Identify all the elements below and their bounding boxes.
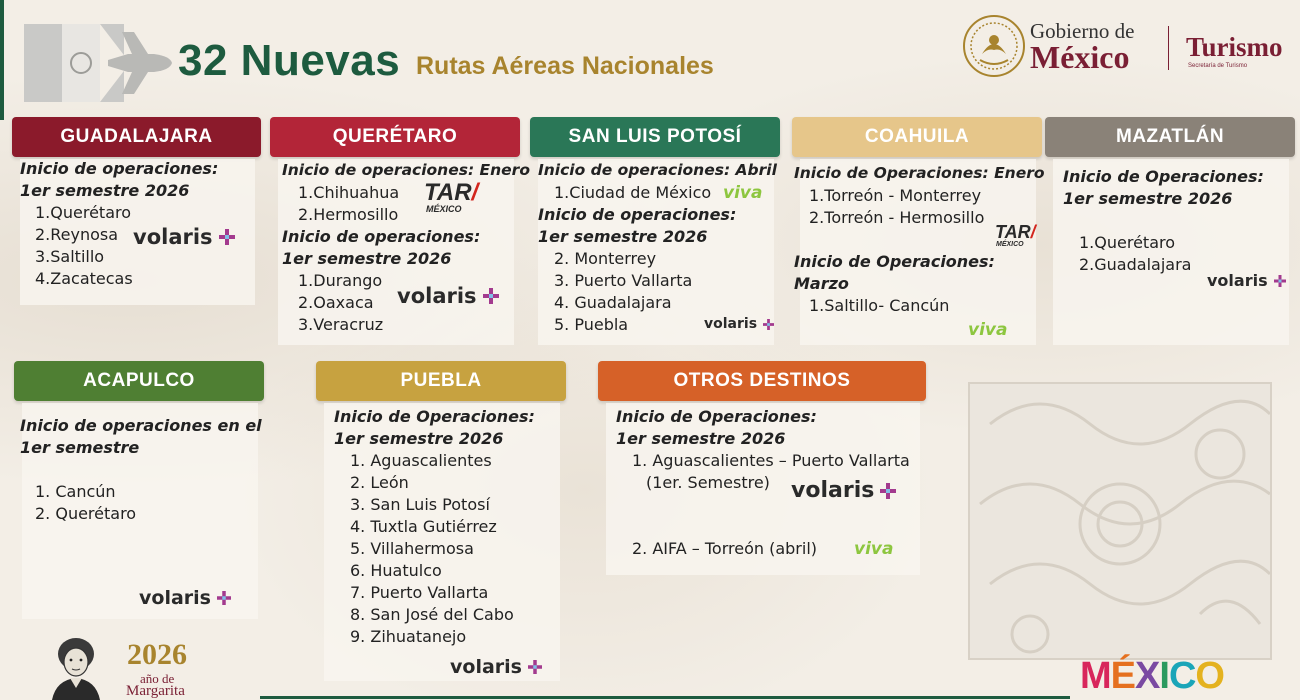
viva-wordmark: viva xyxy=(968,320,1008,340)
ops-label: Inicio de operaciones en el xyxy=(20,416,262,435)
mexico-logo-letter: É xyxy=(1110,655,1136,697)
volaris-wordmark: volaris xyxy=(450,656,522,678)
decorative-pattern-box xyxy=(968,382,1272,660)
ops-label: 1er semestre 2026 xyxy=(616,429,786,448)
header-divider xyxy=(1168,26,1169,70)
ops-label: 1er semestre 2026 xyxy=(334,429,504,448)
route-item: 3. San Luis Potosí xyxy=(350,495,490,514)
volaris-logo xyxy=(450,656,542,678)
ops-label: 1er semestre 2026 xyxy=(1063,189,1233,208)
footer-line xyxy=(260,696,1070,699)
route-item: 2.Hermosillo xyxy=(298,205,399,224)
panel-header-acapulco: ACAPULCO xyxy=(14,361,264,401)
route-item: 1. Cancún xyxy=(35,482,116,501)
volaris-star-icon xyxy=(217,591,231,605)
ops-label: Inicio de Operaciones: xyxy=(794,252,995,271)
panel-header-mazatlan: MAZATLÁN xyxy=(1045,117,1295,157)
route-item: 3.Veracruz xyxy=(298,315,384,334)
mexico-brand-logo xyxy=(1080,657,1224,695)
route-item: 9. Zihuatanejo xyxy=(350,627,467,646)
viva-logo xyxy=(854,539,893,559)
route-item: 1.Saltillo- Cancún xyxy=(809,296,950,315)
floral-pattern-icon xyxy=(970,384,1272,660)
panel-header-otros: OTROS DESTINOS xyxy=(598,361,926,401)
volaris-star-icon xyxy=(483,288,499,304)
ops-label: 1er semestre xyxy=(20,438,140,457)
panel-mazatlan xyxy=(1045,117,1295,345)
year-name-label: Margarita xyxy=(126,683,185,699)
ops-label: Inicio de Operaciones: Enero xyxy=(794,164,1045,182)
volaris-wordmark: volaris xyxy=(791,478,875,503)
ops-label: 1er semestre 2026 xyxy=(20,181,190,200)
route-item: 8. San José del Cabo xyxy=(350,605,514,624)
ops-label: Inicio de Operaciones: xyxy=(616,407,817,426)
year-label: 2026 xyxy=(127,638,187,671)
route-item: 4. Guadalajara xyxy=(554,293,672,312)
volaris-star-icon xyxy=(763,319,774,330)
ops-label: Inicio de operaciones: xyxy=(20,159,219,178)
panel-queretaro xyxy=(270,117,530,345)
ops-label: Inicio de operaciones: Enero xyxy=(282,161,530,179)
mexico-logo-letter: I xyxy=(1159,655,1169,697)
volaris-wordmark: volaris xyxy=(397,284,477,308)
tar-sub-wordmark: MÉXICO xyxy=(426,204,462,214)
route-item: 4.Zacatecas xyxy=(35,269,133,288)
ops-label: 1er semestre 2026 xyxy=(282,249,452,268)
mexico-logo-letter: X xyxy=(1135,655,1160,697)
ops-label: Inicio de Operaciones: xyxy=(334,407,535,426)
route-item: 2.Torreón - Hermosillo xyxy=(809,208,985,227)
volaris-wordmark: volaris xyxy=(1207,271,1268,290)
route-item: 1.Querétaro xyxy=(35,203,132,222)
tar-sub-wordmark: MÉXICO xyxy=(996,241,1024,248)
panel-header-coahuila: COAHUILA xyxy=(792,117,1042,157)
volaris-star-icon xyxy=(219,229,235,245)
mexico-logo-letter: C xyxy=(1168,655,1196,697)
page-subtitle: Rutas Aéreas Nacionales xyxy=(416,52,714,80)
volaris-logo xyxy=(791,478,896,503)
margarita-maza-portrait-icon xyxy=(44,632,108,700)
panel-san-luis-potosi xyxy=(530,117,780,345)
route-item: 3. Puerto Vallarta xyxy=(554,271,693,290)
route-item: 2. León xyxy=(350,473,409,492)
page-title: 32 Nuevas xyxy=(178,36,401,85)
route-item: 2.Guadalajara xyxy=(1079,255,1192,274)
route-item: 4. Tuxtla Gutiérrez xyxy=(350,517,497,536)
route-item: 1. Aguascalientes – Puerto Vallarta xyxy=(632,451,910,470)
ops-label: Inicio de operaciones: xyxy=(538,205,737,224)
route-item: 6. Huatulco xyxy=(350,561,442,580)
route-item: 1.Ciudad de México xyxy=(554,183,712,202)
tar-wordmark: TAR xyxy=(424,179,472,206)
route-item: 1.Querétaro xyxy=(1079,233,1176,252)
volaris-logo xyxy=(1207,271,1286,290)
ops-label: Inicio de operaciones: xyxy=(282,227,481,246)
route-item: 2. Monterrey xyxy=(554,249,657,268)
route-item: 5. Puebla xyxy=(554,315,629,334)
viva-wordmark: viva xyxy=(723,183,763,203)
tar-logo xyxy=(995,223,1036,248)
volaris-logo xyxy=(397,284,499,308)
volaris-star-icon xyxy=(880,483,896,499)
panel-puebla xyxy=(316,361,566,681)
volaris-star-icon xyxy=(528,660,542,674)
panel-header-puebla: PUEBLA xyxy=(316,361,566,401)
panel-header-slp: SAN LUIS POTOSÍ xyxy=(530,117,780,157)
ops-label: 1er semestre 2026 xyxy=(538,227,708,246)
tar-slash-icon: / xyxy=(1030,222,1036,242)
route-item: (1er. Semestre) xyxy=(646,473,770,492)
volaris-logo xyxy=(704,316,774,332)
tar-wordmark: TAR xyxy=(995,222,1031,242)
tar-slash-icon: / xyxy=(471,179,479,206)
mexico-label: México xyxy=(1030,39,1130,75)
turismo-label: Turismo xyxy=(1186,32,1283,62)
volaris-logo xyxy=(133,225,235,249)
panel-body xyxy=(1053,159,1289,345)
panel-header-queretaro: QUERÉTARO xyxy=(270,117,520,157)
ops-label: Marzo xyxy=(794,274,849,293)
national-seal-icon xyxy=(962,14,1026,78)
tar-logo xyxy=(424,181,478,214)
viva-logo xyxy=(968,320,1007,340)
panel-acapulco xyxy=(14,361,264,619)
route-item: 1.Durango xyxy=(298,271,383,290)
mexico-logo-letter: M xyxy=(1080,655,1111,697)
gobierno-label: Gobierno de xyxy=(1030,19,1135,43)
turismo-sub-label: Secretaría de Turismo xyxy=(1188,63,1248,69)
route-item: 2.Reynosa xyxy=(35,225,119,244)
volaris-wordmark: volaris xyxy=(704,316,758,332)
route-item: 1.Chihuahua xyxy=(298,183,400,202)
left-accent-bar xyxy=(0,0,4,120)
route-item: 7. Puerto Vallarta xyxy=(350,583,489,602)
panel-otros-destinos xyxy=(598,361,926,575)
route-item: 3.Saltillo xyxy=(35,247,105,266)
route-item: 5. Villahermosa xyxy=(350,539,474,558)
route-item: 2. Querétaro xyxy=(35,504,137,523)
mexico-logo-letter: O xyxy=(1195,655,1224,697)
ops-label: Inicio de operaciones: Abril xyxy=(538,161,777,179)
volaris-wordmark: volaris xyxy=(133,225,213,249)
route-item: 2.Oaxaca xyxy=(298,293,374,312)
volaris-star-icon xyxy=(1274,275,1286,287)
year-sub-label: año de xyxy=(140,671,175,686)
viva-logo xyxy=(723,183,762,203)
panel-header-guadalajara: GUADALAJARA xyxy=(12,117,261,157)
route-item: 1.Torreón - Monterrey xyxy=(809,186,982,205)
mexico-flag-plane-icon xyxy=(24,24,174,102)
volaris-logo xyxy=(139,587,231,609)
route-item: 2. AIFA – Torreón (abril) xyxy=(632,539,818,558)
panel-coahuila xyxy=(792,117,1045,345)
ops-label: Inicio de Operaciones: xyxy=(1063,167,1264,186)
panel-guadalajara xyxy=(12,117,261,305)
route-item: 1. Aguascalientes xyxy=(350,451,492,470)
viva-wordmark: viva xyxy=(854,539,894,559)
volaris-wordmark: volaris xyxy=(139,587,211,609)
